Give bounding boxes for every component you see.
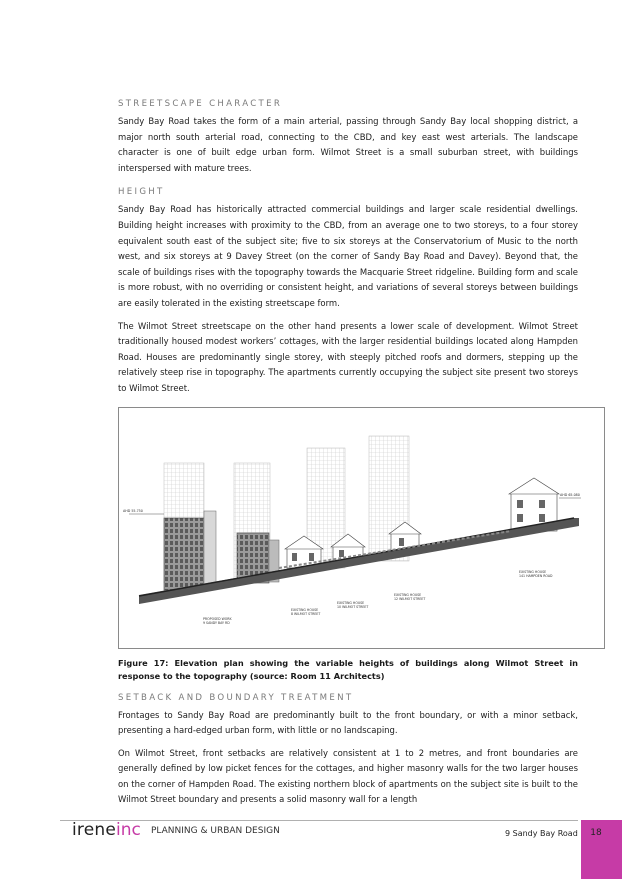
label-house4-1: EXISTING HOUSE (519, 569, 547, 574)
elevation-drawing (119, 408, 606, 650)
paragraph-height-1: Sandy Bay Road has historically attracted commercial buildings and larger scale residential dwellings. Building height increases with proximity to the CBD, from an average one to two storeys, to a four storey equivalent south east of the subject site; five to six storeys at the Conservatorium of Music to the north west, and six storeys at 9 Davey Street (on the corner of Sandy Bay Road and Davey). Beyond that, the scale of buildings rises with the topography towards the Macquarie Street ridgeline. Building form and scale is more robust, with no overriding or consistent height, and variations of several storeys between buildings are easily tolerated in the existing streetscape form. (118, 204, 578, 308)
level-label-left: AHD 55.750 (123, 508, 143, 513)
paragraph-height-2: The Wilmot Street streetscape on the other hand presents a lower scale of development. Wilmot Street traditionally housed modest workers’ cottages, with the larger residential buildings located along Hampden Road. Houses are predominantly single storey, with steeply pitched roofs and dormers, stepping up the relatively steep rise in topography. The apartments currently occupying the subject site present two storeys to Wilmot Street. (118, 320, 578, 393)
label-proposed-1: PROPOSED WORK (203, 616, 232, 621)
logo-inc-text: inc (116, 820, 141, 840)
label-house3-1: EXISTING HOUSE (394, 592, 422, 597)
logo-tagline: PLANNING & URBAN DESIGN (150, 826, 280, 836)
logo-irene-text: irene (72, 820, 117, 840)
proposed-building-core (204, 511, 216, 589)
label-proposed-2: 9 SANDY BAY RD (203, 620, 230, 625)
footer-logo (72, 820, 280, 842)
paragraph-setback-2: On Wilmot Street, front setbacks are relatively consistent at 1 to 2 metres, and front boundaries are generally defined by low picket fences for the cottages, and higher masonry walls for the two larger houses on the corner of Hampden Road. The existing northern block of apartments on the subject site is built to the Wilmot Street boundary and presents a solid masonry wall for a length (118, 747, 578, 805)
label-house1-2: 8 WILMOT STREET (291, 611, 321, 616)
label-house2-2: 10 WILMOT STREET (337, 604, 369, 609)
figure-caption: Figure 17: Elevation plan showing the variable heights of buildings along Wilmot Street in response to the topography (source: Room 11 Architects) (118, 657, 578, 681)
page-number: 18 (590, 828, 602, 838)
label-house2-1: EXISTING HOUSE (337, 600, 365, 605)
paragraph-streetscape: Sandy Bay Road takes the form of a main arterial, passing through Sandy Bay local shopping district, a major north south arterial road, connecting to the CBD, and key east west arterials. The landscape character is one of built edge urban form. Wilmot Street is a small suburban street, with buildings interspersed with mature trees. (118, 116, 578, 173)
footer-address: 9 Sandy Bay Road (505, 829, 578, 838)
page-number-block (581, 820, 622, 879)
label-house4-2: 141 HAMPDEN ROAD (519, 573, 553, 578)
heading-height: HEIGHT (118, 187, 165, 198)
heading-setback-boundary: SETBACK AND BOUNDARY TREATMENT (118, 692, 354, 703)
proposed-building (164, 518, 204, 590)
label-house1-1: EXISTING HOUSE (291, 607, 319, 612)
page-content (118, 98, 578, 808)
heading-streetscape-character: STREETSCAPE CHARACTER (118, 99, 283, 109)
level-label-right: AHD 65.080 (560, 492, 580, 497)
paragraph-setback-1: Frontages to Sandy Bay Road are predominantly built to the front boundary, or with a minor setback, presenting a hard-edged urban form, with little or no landscaping. (118, 709, 578, 736)
elevation-figure (118, 407, 605, 649)
label-house3-2: 12 WILMOT STREET (394, 596, 426, 601)
